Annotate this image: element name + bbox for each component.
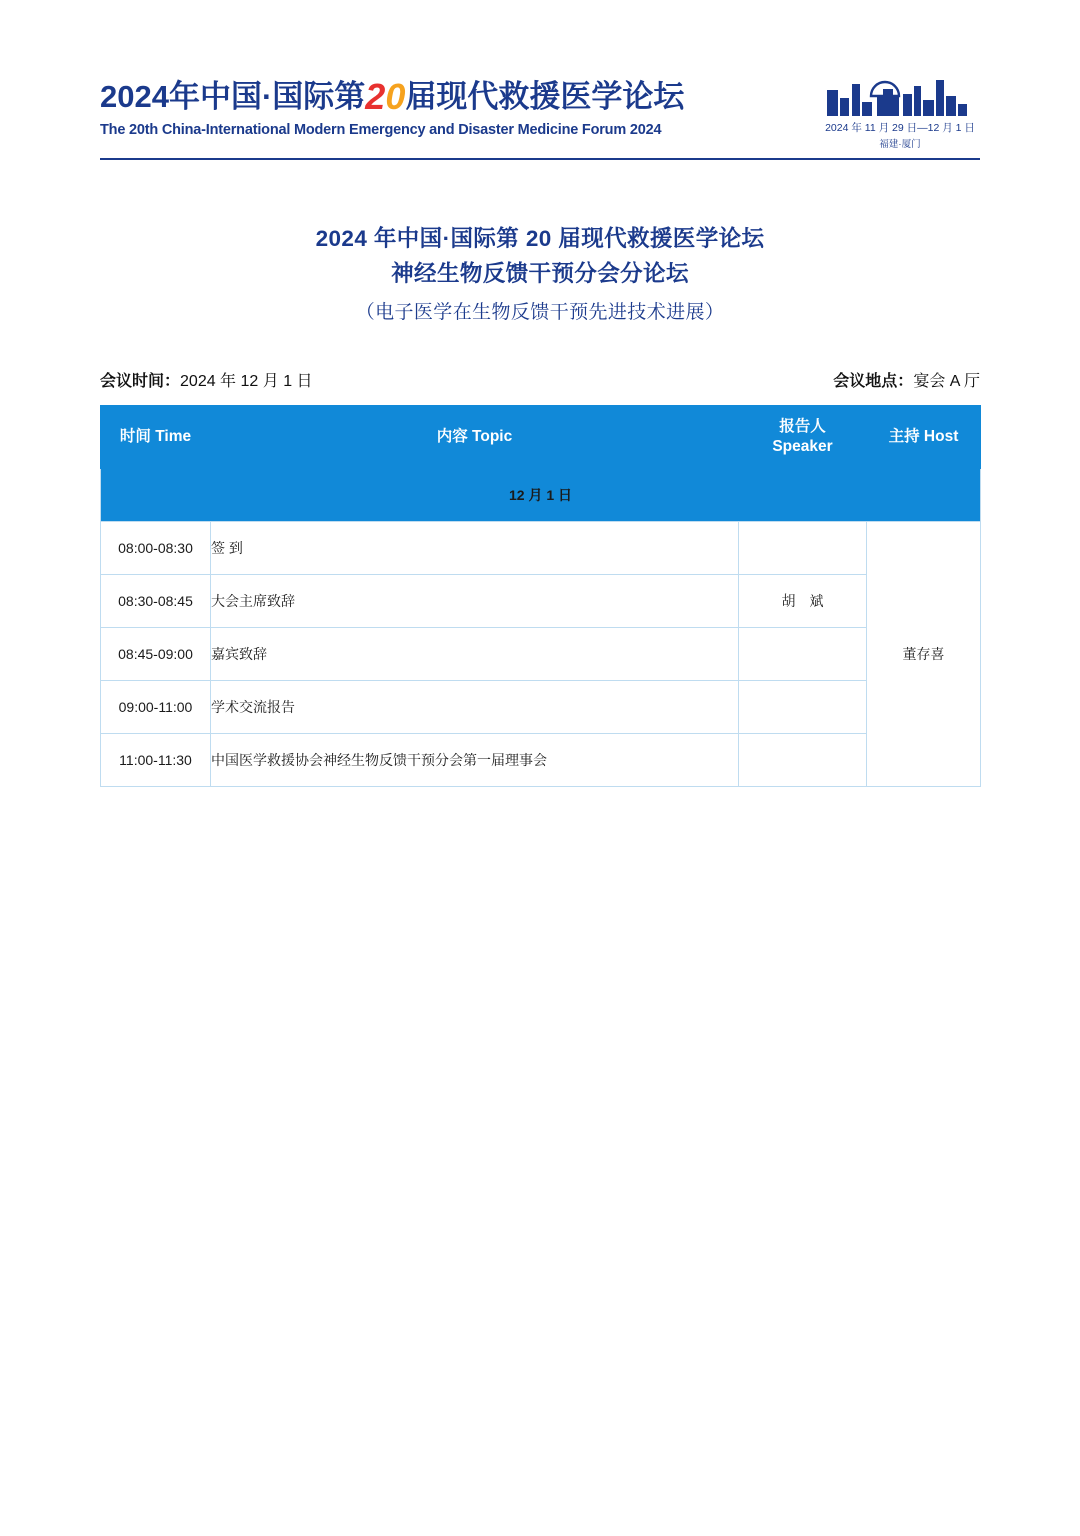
page-title-line2: 神经生物反馈干预分会分论坛: [391, 260, 689, 286]
meeting-time-label: 会议时间：: [100, 372, 181, 390]
agenda-table: [100, 405, 981, 787]
banner-logo-block: [820, 70, 980, 150]
row-time: 11:00-11:30: [101, 734, 211, 787]
table-row: [101, 734, 981, 787]
banner-place: 福建·厦门: [879, 139, 921, 150]
table-row: [101, 575, 981, 628]
row-speaker: [739, 681, 867, 734]
column-header-time: 时间 Time: [101, 405, 211, 468]
meeting-place-value: 宴会 A 厅: [913, 372, 980, 390]
column-header-topic: 内容 Topic: [211, 405, 739, 468]
page-subtitle: （电子医学在生物反馈干预先进技术进展）: [355, 301, 725, 323]
banner-title-block: [100, 70, 684, 138]
column-header-speaker-en: Speaker: [772, 437, 833, 455]
banner-date: 2024 年 11 月 29 日—12 月 1 日: [825, 122, 975, 134]
page-header-banner: [100, 70, 980, 160]
row-speaker: 胡 斌: [739, 575, 867, 628]
banner-title-number: 20: [365, 76, 406, 117]
row-topic: 大会主席致辞: [211, 575, 739, 628]
table-row: [101, 628, 981, 681]
column-header-speaker-cn: 报告人: [779, 417, 826, 435]
row-topic: 学术交流报告: [211, 681, 739, 734]
page-title-line1: 2024 年中国·国际第 20 届现代救援医学论坛: [315, 226, 765, 251]
row-topic: 嘉宾致辞: [211, 628, 739, 681]
meeting-place-label: 会议地点：: [833, 372, 914, 390]
page-title: [0, 222, 1080, 292]
column-header-host: 主持 Host: [867, 405, 981, 468]
meeting-place: [833, 368, 980, 391]
meeting-time: [100, 368, 313, 391]
row-time: 08:45-09:00: [101, 628, 211, 681]
banner-title-en: The 20th China-International Modern Emergency and Disaster Medicine Forum 2024: [100, 122, 662, 139]
row-speaker: [739, 734, 867, 787]
row-time: 09:00-11:00: [101, 681, 211, 734]
banner-title-cn-prefix: 2024年中国·国际第: [100, 79, 366, 114]
row-time: 08:00-08:30: [101, 522, 211, 575]
meeting-meta: [100, 368, 980, 391]
banner-title-cn: [100, 74, 684, 115]
row-speaker: [739, 522, 867, 575]
meeting-time-value: 2024 年 12 月 1 日: [180, 372, 313, 390]
table-row: [101, 522, 981, 575]
column-header-speaker: [739, 405, 867, 468]
row-speaker: [739, 628, 867, 681]
row-topic: 签 到: [211, 522, 739, 575]
day-label: 12 月 1 日: [101, 469, 981, 522]
table-day-row: [101, 469, 981, 522]
row-host: 董存喜: [867, 522, 981, 787]
table-row: [101, 681, 981, 734]
banner-title-cn-suffix: 届现代救援医学论坛: [405, 79, 685, 114]
skyline-icon: [825, 74, 975, 118]
row-topic: 中国医学救援协会神经生物反馈干预分会第一届理事会: [211, 734, 739, 787]
row-time: 08:30-08:45: [101, 575, 211, 628]
table-header-row: [101, 405, 981, 468]
